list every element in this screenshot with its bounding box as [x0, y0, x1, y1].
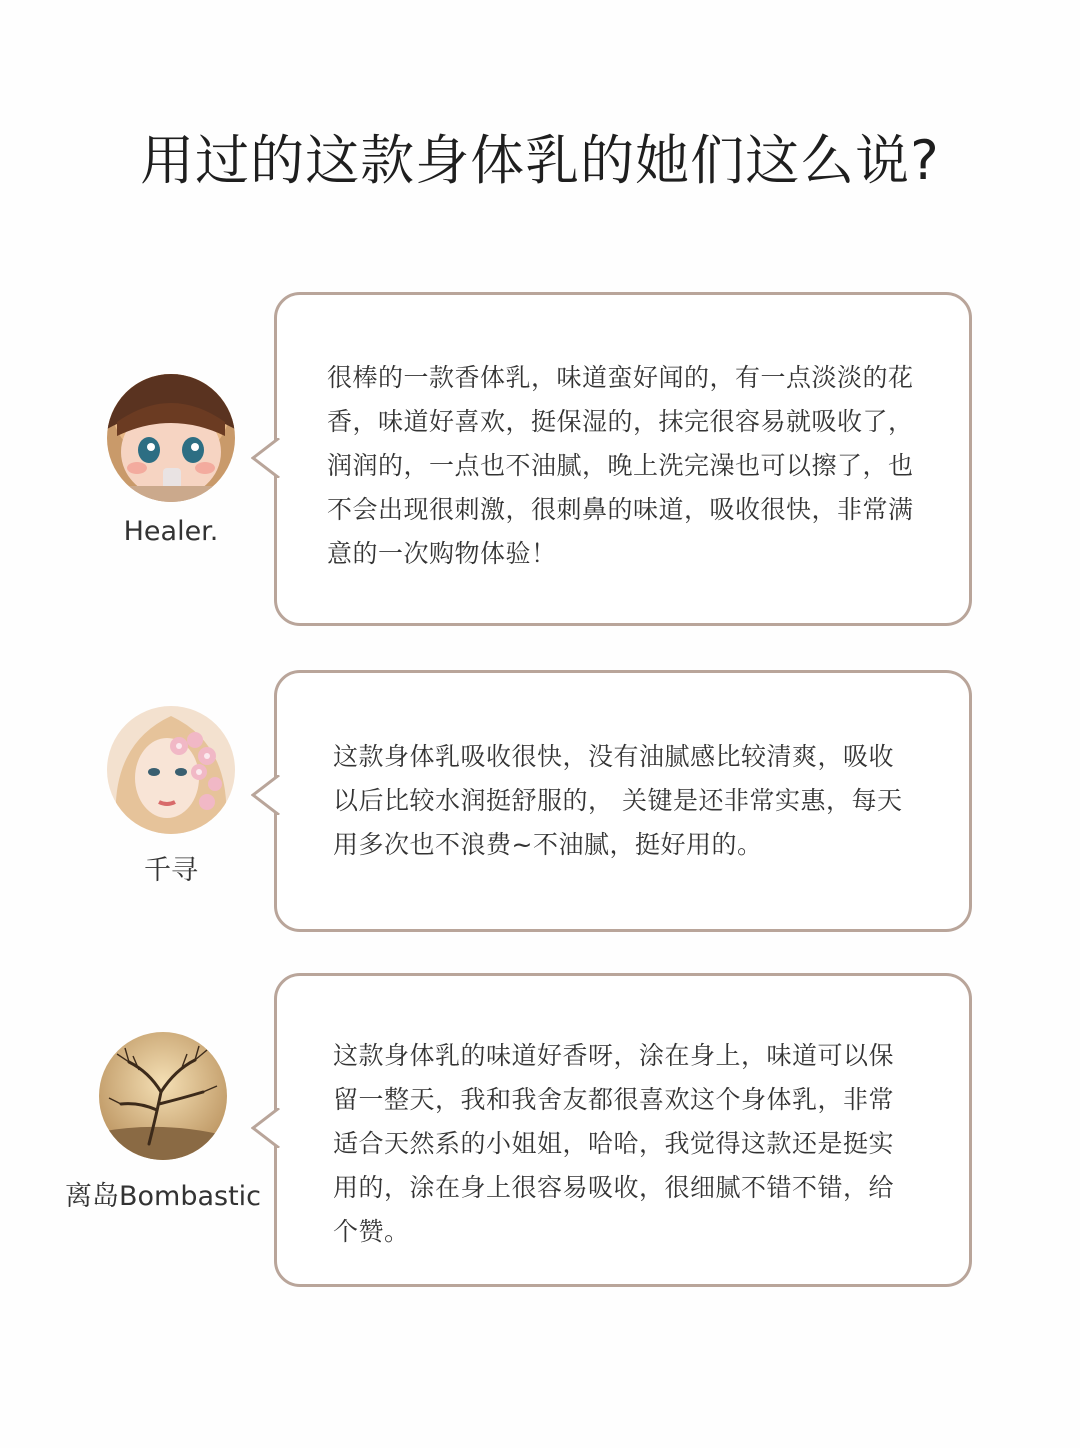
review-text: 这款身体乳的味道好香呀，涂在身上，味道可以保留一整天，我和我舍友都很喜欢这个身体乳，非常适合天然系的小姐姐，哈哈，我觉得这款还是挺实用的，涂在身上很容易吸收，很细腻不错不错，给个赞。	[333, 1041, 895, 1246]
review-bubble	[274, 670, 972, 932]
bubble-tail	[251, 775, 281, 815]
cartoon-girl-avatar-icon	[107, 374, 235, 502]
page-title: 用过的这款身体乳的她们这么说?	[140, 129, 940, 192]
reviewer	[60, 1032, 266, 1213]
review-bubble	[274, 973, 972, 1287]
review-bubble	[274, 292, 972, 626]
review-text: 很棒的一款香体乳，味道蛮好闻的，有一点淡淡的花香，味道好喜欢，挺保湿的，抹完很容易就吸收了，润润的，一点也不油腻，晚上洗完澡也可以擦了，也不会出现很刺激，很刺鼻的味道，吸收很快，非常满意的一次购物体验！	[327, 363, 914, 568]
reviewer	[96, 374, 246, 547]
reviewer-name: 离岛Bombastic	[64, 1181, 262, 1212]
review-text: 这款身体乳吸收很快，没有油腻感比较清爽，吸收以后比较水润挺舒服的， 关键是还非常实惠，每天用多次也不浪费~不油腻，挺好用的。	[333, 742, 903, 859]
reviewer-name: Healer.	[123, 516, 219, 547]
bubble-tail	[251, 438, 281, 478]
reviewer-name: 千寻	[144, 855, 198, 886]
bubble-tail	[251, 1108, 281, 1148]
reviewer	[96, 706, 246, 887]
flower-girl-avatar-icon	[107, 706, 235, 834]
tree-landscape-avatar-icon	[99, 1032, 227, 1160]
